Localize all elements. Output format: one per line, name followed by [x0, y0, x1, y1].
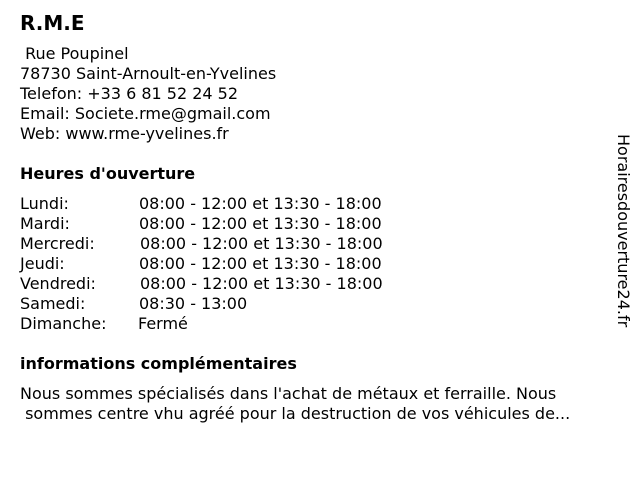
site-watermark: Horairesdouverture24.fr: [614, 134, 633, 328]
day-label: Dimanche:: [20, 314, 107, 333]
additional-info-heading: informations complémentaires: [20, 354, 297, 373]
additional-info-text: [20, 384, 620, 424]
time-value: 08:00 - 12:00 et 13:30 - 18:00: [139, 194, 382, 213]
info-line-1: Nous sommes spécialisés dans l'achat de métaux et ferraille. Nous: [20, 384, 557, 403]
business-name: R.M.E: [20, 11, 85, 35]
day-label: Mardi:: [20, 214, 70, 233]
time-value: 08:00 - 12:00 et 13:30 - 18:00: [140, 234, 383, 253]
email-address: Email: Societe.rme@gmail.com: [20, 104, 271, 123]
time-value: 08:00 - 12:00 et 13:30 - 18:00: [139, 254, 382, 273]
time-value: 08:00 - 12:00 et 13:30 - 18:00: [140, 274, 383, 293]
time-value: 08:30 - 13:00: [139, 294, 248, 313]
address-block: [20, 44, 276, 144]
day-label: Lundi:: [20, 194, 69, 213]
city-address: 78730 Saint-Arnoult-en-Yvelines: [20, 64, 277, 83]
phone-number: Telefon: +33 6 81 52 24 52: [20, 84, 239, 103]
day-label: Jeudi:: [20, 254, 65, 273]
day-label: Samedi:: [20, 294, 86, 313]
street-address: Rue Poupinel: [20, 44, 129, 63]
time-value: 08:00 - 12:00 et 13:30 - 18:00: [139, 214, 382, 233]
opening-hours-heading: Heures d'ouverture: [20, 164, 196, 183]
day-label: Mercredi:: [20, 234, 95, 253]
website-address: Web: www.rme-yvelines.fr: [20, 124, 229, 143]
time-value: Fermé: [138, 314, 188, 333]
info-line-2: sommes centre vhu agréé pour la destruction de vos véhicules de...: [20, 404, 571, 423]
day-label: Vendredi:: [20, 274, 96, 293]
